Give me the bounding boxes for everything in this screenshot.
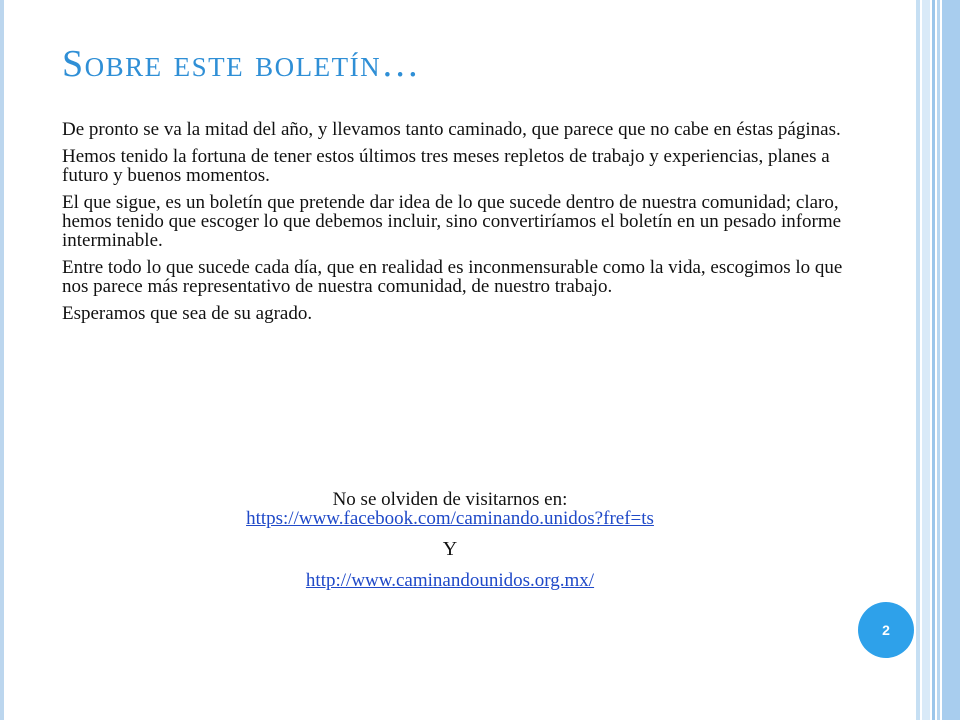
paragraph: De pronto se va la mitad del año, y llevamos tanto caminado, que parece que no cabe en éstas páginas. xyxy=(62,119,841,140)
paragraph: El que sigue, es un boletín que pretende dar idea de lo que sucede dentro de nuestra comunidad; claro, hemos tenido que escoger lo que debemos incluir, sino convertiríamos el boletín en un pesado informe interminable. xyxy=(62,192,842,251)
website-link[interactable]: http://www.caminandounidos.org.mx/ xyxy=(305,570,595,591)
paragraph: Hemos tenido la fortuna de tener estos últimos tres meses repletos de trabajo y experiencias, planes a futuro y buenos momentos. xyxy=(62,146,830,186)
decorative-stripe xyxy=(932,0,935,720)
decorative-stripe xyxy=(922,0,930,720)
facebook-link[interactable]: https://www.facebook.com/caminando.unidos?fref=ts xyxy=(246,508,654,529)
left-border-line xyxy=(0,0,4,720)
connector-text: Y xyxy=(442,538,458,560)
decorative-stripe xyxy=(942,0,960,720)
page-number-badge xyxy=(858,602,914,658)
paragraph: Esperamos que sea de su agrado. xyxy=(62,303,313,324)
decorative-stripe xyxy=(916,0,920,720)
visit-text: No se olviden de visitarnos en: xyxy=(332,489,568,510)
page-number: 2 xyxy=(882,622,890,638)
decorative-stripe xyxy=(937,0,940,720)
slide-title: Sobre este boletín… xyxy=(62,43,421,85)
contact-block xyxy=(60,490,840,590)
paragraph: Entre todo lo que sucede cada día, que en realidad es inconmensurable como la vida, escogimos lo que nos parece más representativo de nuestra comunidad, de nuestro trabajo. xyxy=(62,257,843,297)
body-text xyxy=(62,120,862,331)
